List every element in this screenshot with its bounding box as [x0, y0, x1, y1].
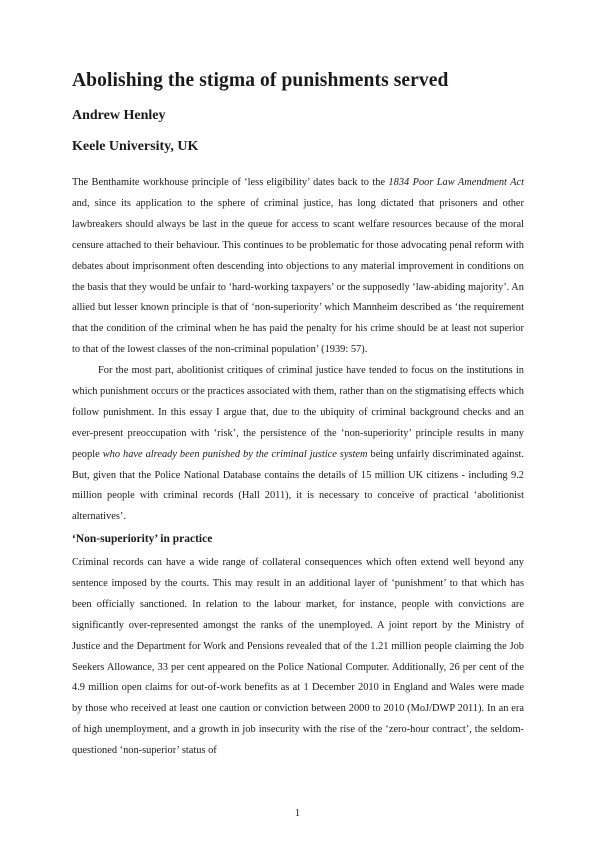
page-number: 1	[294, 808, 301, 819]
author-affiliation: Keele University, UK	[72, 139, 199, 154]
section-heading: ‘Non-superiority’ in practice	[72, 533, 213, 545]
paragraph-1-text-b: and, since its application to the sphere of criminal justice, has long dictated that prisoners and other lawbreakers should always be last in the queue for access to scant welfare resources because of the moral censure attached to their behaviour. This continues to be problematic for those advocating penal reform with debates about imprisonment often descending into objections to any material improvement in conditions on the basis that they would be unfair to ‘hard-working taxpayers’ or the supposedly ‘law-abiding majority’. An allied but lesser known principle is that of ‘non-superiority’ which Mannheim described as ‘the requirement that the condition of the criminal when he has paid the penalty for his crime should be at least not superior to that of the lowest classes of the non-criminal population’ (1939: 57).	[72, 197, 524, 356]
author-name: Andrew Henley	[72, 108, 166, 123]
paragraph-2-text-a: For the most part, abolitionist critiques of criminal justice have tended to focus on the institutions in which punishment occurs or the practices associated with them, rather than on the stigmatising effects which follow punishment. In this essay I argue that, due to the ubiquity of criminal background checks and an ever-present preoccupation with ‘risk’, the persistence of the ‘non-superiority’ principle results in many people	[72, 365, 524, 460]
paragraph-1-italic: 1834 Poor Law Amendment Act	[388, 177, 524, 188]
paper-title: Abolishing the stigma of punishments served	[72, 70, 449, 91]
body-paragraph-2	[72, 361, 524, 528]
paragraph-2-text-b: being unfairly discriminated against. But, given that the Police National Database contains the details of 15 million UK citizens - including 9.2 million people with criminal records (Hall 2011), it is necessary to conceive of practical ‘abolitionist alternatives’.	[72, 448, 525, 523]
paragraph-1-text-a: The Benthamite workhouse principle of ‘less eligibility’ dates back to the	[72, 177, 389, 188]
body-paragraph-1	[72, 173, 524, 361]
body-paragraph-3: Criminal records can have a wide range of collateral consequences which often extend well beyond any sentence imposed by the courts. This may result in an additional layer of ‘punishment’ to that which has been officially sanctioned. In relation to the labour market, for instance, people with convictions are significantly over-represented amongst the ranks of the unemployed. A joint report by the Ministry of Justice and the Department for Work and Pensions revealed that of the 1.21 million people claiming the Job Seekers Allowance, 33 per cent appeared on the Police National Computer. Additionally, 26 per cent of the 4.9 million open claims for out-of-work benefits as at 1 December 2010 in England and Wales were made by those who received at least one caution or conviction between 2000 to 2010 (MoJ/DWP 2011). In an era of high unemployment, and a growth in job insecurity with the rise of the ‘zero-hour contract’, the seldom-questioned ‘non-superior’ status of	[72, 557, 524, 757]
paragraph-2-italic: who have already been punished by the criminal justice system	[102, 448, 368, 460]
